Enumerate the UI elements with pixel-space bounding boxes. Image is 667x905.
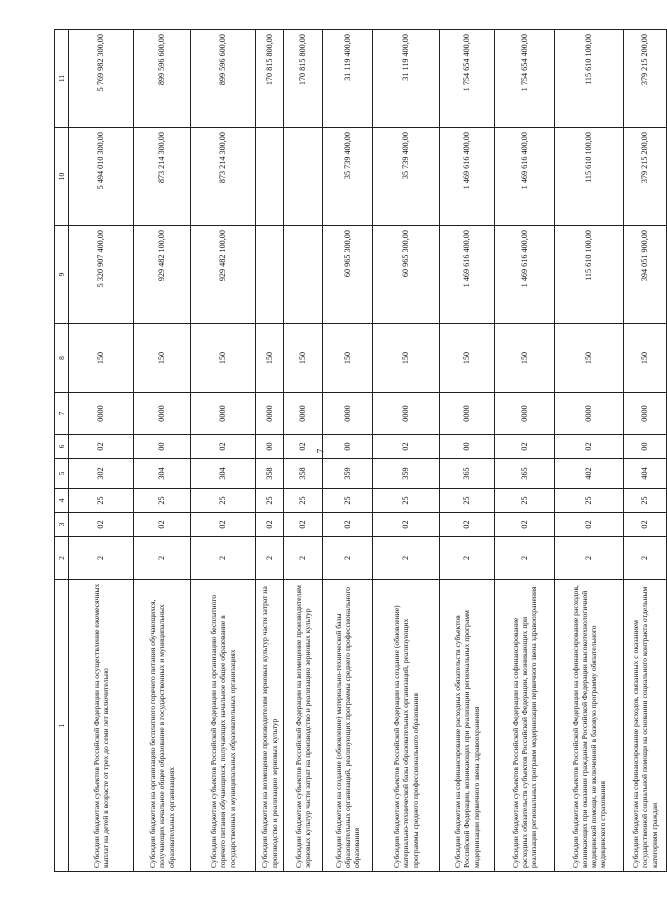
cell-amount-10: 1 469 616 400,00 [495, 128, 555, 226]
cell-code-8: 150 [323, 324, 373, 393]
cell-amount-11: 170 815 800,00 [256, 30, 284, 128]
cell-code-7: 0000 [373, 393, 440, 435]
table-row [69, 30, 134, 872]
table-row [495, 30, 555, 872]
table-row [134, 30, 191, 872]
cell-code-5: 358 [284, 459, 323, 489]
cell-code-5: 302 [69, 459, 134, 489]
cell-amount-11: 5 769 982 300,00 [69, 30, 134, 128]
table-row [191, 30, 256, 872]
cell-amount-9: 115 610 100,00 [555, 226, 624, 324]
cell-code-2: 2 [134, 537, 191, 580]
row-description: Субсидии бюджетам субъектов Российской Федерации на создание (обновление) материально-технической базы образовательных организаций, реализующих программы среднего профессионального образования [373, 580, 440, 872]
cell-code-6: 00 [323, 435, 373, 459]
cell-amount-9: 1 469 616 400,00 [440, 226, 495, 324]
cell-amount-10: 379 215 200,00 [624, 128, 667, 226]
cell-amount-9: 929 482 100,00 [134, 226, 191, 324]
cell-amount-10: 35 739 400,00 [323, 128, 373, 226]
cell-code-7: 0000 [134, 393, 191, 435]
col-header-4: 4 [55, 489, 69, 513]
table-row [555, 30, 624, 872]
cell-amount-10 [284, 128, 323, 226]
cell-code-7: 0000 [69, 393, 134, 435]
row-description: Субсидии бюджетам субъектов Российской Федерации на осуществление ежемесячных выплат на детей в возрасте от трех до семи лет включительно [69, 580, 134, 872]
row-description: Субсидии бюджетам субъектов Российской Федерации на организацию бесплатного горячего питания обучающихся, получающих начальное общее образование в государственных и муниципальных образовательных организациях [191, 580, 256, 872]
cell-amount-9 [256, 226, 284, 324]
cell-amount-10: 873 214 300,00 [191, 128, 256, 226]
page-number: 7 [315, 448, 326, 454]
row-description: Субсидии бюджетам на софинансирование расходных обязательств субъектов Российской Федерации, возникающих при реализации региональных программ модернизации первичного звена здравоохранения [440, 580, 495, 872]
cell-code-5: 404 [624, 459, 667, 489]
cell-code-5: 365 [440, 459, 495, 489]
cell-code-5: 304 [134, 459, 191, 489]
cell-code-4: 25 [69, 489, 134, 513]
col-header-11: 11 [55, 30, 69, 128]
cell-code-3: 02 [191, 513, 256, 537]
col-header-5: 5 [55, 459, 69, 489]
cell-amount-9: 394 051 900,00 [624, 226, 667, 324]
row-description: Субсидии бюджетам субъектов Российской Федерации на софинансирование расходов, возникающих при оказании гражданам Российской Федерации высокотехнологичной медицинской помощи, не включенной в базовую программу обязательного медицинского страхования [555, 580, 624, 872]
cell-code-2: 2 [373, 537, 440, 580]
cell-code-5: 402 [555, 459, 624, 489]
table-row [323, 30, 373, 872]
cell-amount-9: 60 965 300,00 [373, 226, 440, 324]
row-description: Субсидии бюджетам на организацию бесплатного горячего питания обучающихся, получающих начальное общее образование в государственных и муниципальных образовательных организациях [134, 580, 191, 872]
cell-code-3: 02 [69, 513, 134, 537]
cell-code-7: 0000 [495, 393, 555, 435]
row-description: Субсидии бюджетам на создание (обновление) материально-технической базы образовательных организаций, реализующих программы среднего профессионального образования [323, 580, 373, 872]
cell-code-8: 150 [284, 324, 323, 393]
cell-code-6: 02 [373, 435, 440, 459]
table-row [256, 30, 284, 872]
cell-code-6: 02 [284, 435, 323, 459]
cell-code-8: 150 [69, 324, 134, 393]
cell-amount-10: 873 214 300,00 [134, 128, 191, 226]
cell-code-2: 2 [555, 537, 624, 580]
table-row [440, 30, 495, 872]
cell-code-8: 150 [134, 324, 191, 393]
cell-code-2: 2 [69, 537, 134, 580]
cell-amount-11: 1 754 654 400,00 [495, 30, 555, 128]
cell-amount-9: 1 469 616 400,00 [495, 226, 555, 324]
col-header-3: 3 [55, 513, 69, 537]
cell-code-2: 2 [440, 537, 495, 580]
cell-code-2: 2 [256, 537, 284, 580]
cell-amount-11: 170 815 800,00 [284, 30, 323, 128]
cell-code-4: 25 [134, 489, 191, 513]
cell-amount-9: 5 320 907 400,00 [69, 226, 134, 324]
cell-code-4: 25 [373, 489, 440, 513]
row-description: Субсидии бюджетам на возмещение производителям зерновых культур части затрат на производство и реализацию зерновых культур [256, 580, 284, 872]
table-row [284, 30, 323, 872]
cell-amount-11: 31 119 400,00 [373, 30, 440, 128]
cell-code-4: 25 [191, 489, 256, 513]
cell-code-3: 02 [373, 513, 440, 537]
budget-subsidies-table [54, 29, 667, 872]
cell-code-7: 0000 [624, 393, 667, 435]
cell-amount-11: 31 119 400,00 [323, 30, 373, 128]
cell-code-8: 150 [495, 324, 555, 393]
cell-amount-10: 1 469 616 400,00 [440, 128, 495, 226]
table-row [373, 30, 440, 872]
cell-code-6: 00 [256, 435, 284, 459]
cell-code-5: 359 [323, 459, 373, 489]
cell-code-5: 365 [495, 459, 555, 489]
row-description: Субсидии бюджетам на софинансирование расходов, связанных с оказанием государственной социальной помощи на основании социального контракта отдельным категориям граждан [624, 580, 667, 872]
cell-code-7: 0000 [440, 393, 495, 435]
cell-code-4: 25 [624, 489, 667, 513]
cell-code-7: 0000 [256, 393, 284, 435]
cell-code-2: 2 [191, 537, 256, 580]
cell-amount-9: 60 965 300,00 [323, 226, 373, 324]
cell-code-5: 304 [191, 459, 256, 489]
cell-code-7: 0000 [284, 393, 323, 435]
cell-amount-9: 929 482 100,00 [191, 226, 256, 324]
cell-code-8: 150 [624, 324, 667, 393]
cell-code-3: 02 [440, 513, 495, 537]
cell-code-8: 150 [373, 324, 440, 393]
col-header-8: 8 [55, 324, 69, 393]
cell-amount-11: 1 754 654 400,00 [440, 30, 495, 128]
cell-code-6: 02 [69, 435, 134, 459]
document-sheet [54, 30, 659, 872]
cell-code-7: 0000 [191, 393, 256, 435]
cell-code-2: 2 [495, 537, 555, 580]
cell-code-6: 02 [191, 435, 256, 459]
cell-code-6: 00 [440, 435, 495, 459]
cell-code-4: 25 [323, 489, 373, 513]
cell-code-6: 02 [555, 435, 624, 459]
cell-code-6: 00 [624, 435, 667, 459]
cell-code-4: 25 [440, 489, 495, 513]
cell-code-5: 358 [256, 459, 284, 489]
cell-code-3: 02 [624, 513, 667, 537]
cell-amount-11: 115 610 100,00 [555, 30, 624, 128]
table-row [624, 30, 667, 872]
col-header-10: 10 [55, 128, 69, 226]
row-description: Субсидии бюджетам субъектов Российской Федерации на возмещение производителям зерновых культур части затрат на производство и реализацию зерновых культур [284, 580, 323, 872]
cell-amount-9 [284, 226, 323, 324]
cell-code-4: 25 [555, 489, 624, 513]
cell-amount-11: 899 596 600,00 [134, 30, 191, 128]
cell-code-2: 2 [323, 537, 373, 580]
cell-code-4: 25 [284, 489, 323, 513]
cell-amount-10 [256, 128, 284, 226]
cell-code-7: 0000 [555, 393, 624, 435]
cell-code-2: 2 [284, 537, 323, 580]
cell-amount-11: 899 596 600,00 [191, 30, 256, 128]
cell-code-2: 2 [624, 537, 667, 580]
col-header-1: 1 [55, 580, 69, 872]
cell-amount-10: 5 494 010 300,00 [69, 128, 134, 226]
cell-code-3: 02 [555, 513, 624, 537]
col-header-9: 9 [55, 226, 69, 324]
cell-code-3: 02 [134, 513, 191, 537]
cell-code-3: 02 [495, 513, 555, 537]
rotated-table-container [54, 30, 659, 872]
row-description: Субсидии бюджетам субъектов Российской Федерации на софинансирование расходных обязательств субъектов Российской Федерации, возникающих при реализации региональных программ модернизации первичного звена здравоохранения [495, 580, 555, 872]
cell-amount-11: 379 215 200,00 [624, 30, 667, 128]
cell-code-3: 02 [284, 513, 323, 537]
cell-code-4: 25 [495, 489, 555, 513]
cell-code-3: 02 [323, 513, 373, 537]
col-header-2: 2 [55, 537, 69, 580]
column-number-row [55, 30, 69, 872]
cell-amount-10: 35 739 400,00 [373, 128, 440, 226]
cell-code-6: 00 [134, 435, 191, 459]
cell-code-8: 150 [256, 324, 284, 393]
col-header-6: 6 [55, 435, 69, 459]
cell-amount-10: 115 610 100,00 [555, 128, 624, 226]
cell-code-6: 02 [495, 435, 555, 459]
col-header-7: 7 [55, 393, 69, 435]
cell-code-4: 25 [256, 489, 284, 513]
cell-code-5: 359 [373, 459, 440, 489]
cell-code-8: 150 [555, 324, 624, 393]
cell-code-8: 150 [440, 324, 495, 393]
cell-code-7: 0000 [323, 393, 373, 435]
cell-code-8: 150 [191, 324, 256, 393]
cell-code-3: 02 [256, 513, 284, 537]
